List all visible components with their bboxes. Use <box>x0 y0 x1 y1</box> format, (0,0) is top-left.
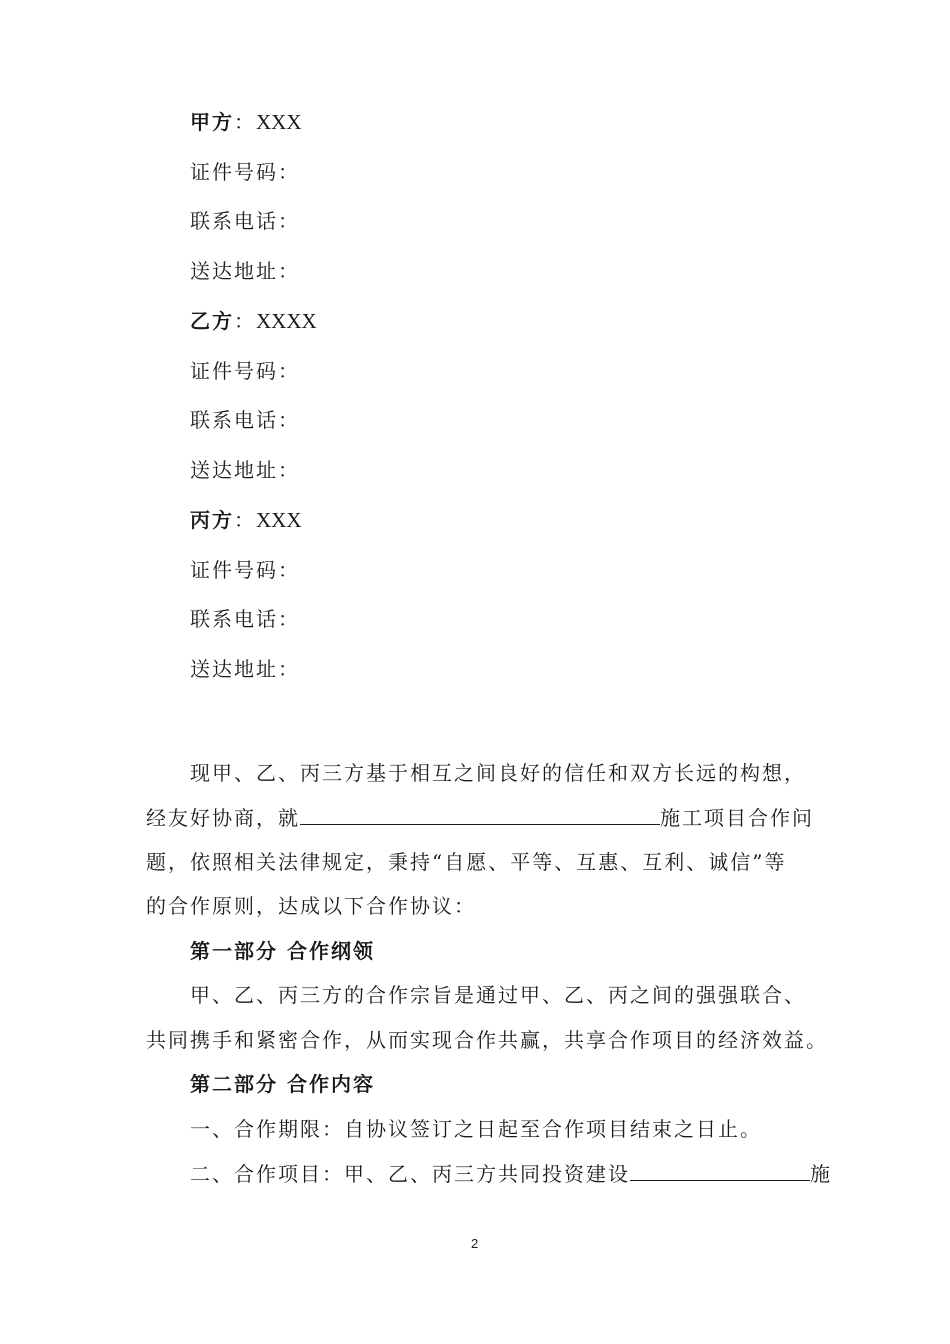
preamble-line-2-before: 经友好协商，就 <box>146 806 300 830</box>
part-1-line-2: 共同携手和紧密合作，从而实现合作共赢，共享合作项目的经济效益。 <box>146 1028 828 1052</box>
preamble-line-2-after: 施工项目合作问 <box>660 806 814 830</box>
party-b-phone-field: 联系电话： <box>190 408 300 432</box>
part-1-line-1: 甲、乙、丙三方的合作宗旨是通过甲、乙、丙之间的强强联合、 <box>190 983 806 1007</box>
party-b-address-field: 送达地址： <box>190 458 300 482</box>
preamble-line-1: 现甲、乙、丙三方基于相互之间良好的信任和双方长远的构想， <box>190 761 806 785</box>
party-b-id-field: 证件号码： <box>190 359 300 383</box>
part-2-item-2-before: 二、合作项目：甲、乙、丙三方共同投资建设 <box>190 1162 630 1186</box>
party-c-line <box>190 505 302 535</box>
party-a-label: 甲方 <box>190 110 234 134</box>
party-b-name: XXXX <box>256 309 317 333</box>
page-number: 2 <box>471 1236 479 1251</box>
part-2-item-1: 一、合作期限：自协议签订之日起至合作项目结束之日止。 <box>190 1117 762 1141</box>
party-b-sep: ： <box>234 309 256 333</box>
party-a-id-field: 证件号码： <box>190 160 300 184</box>
part-1-heading: 第一部分 合作纲领 <box>190 939 375 963</box>
party-c-label: 丙方 <box>190 508 234 532</box>
part-2-item-2-after: 施 <box>810 1162 832 1186</box>
part-2-heading: 第二部分 合作内容 <box>190 1072 375 1096</box>
party-c-name: XXX <box>256 508 302 532</box>
party-a-address-field: 送达地址： <box>190 259 300 283</box>
project-name-blank[interactable] <box>300 802 660 825</box>
part-2-item-2 <box>190 1158 832 1189</box>
party-c-phone-field: 联系电话： <box>190 607 300 631</box>
construction-project-blank[interactable] <box>630 1158 810 1181</box>
preamble-line-3: 题，依照相关法律规定，秉持“自愿、平等、互惠、互利、诚信”等 <box>146 850 787 874</box>
preamble-line-4: 的合作原则，达成以下合作协议： <box>146 894 476 918</box>
party-b-line <box>190 306 317 336</box>
party-a-sep: ： <box>234 110 256 134</box>
party-a-phone-field: 联系电话： <box>190 209 300 233</box>
party-b-label: 乙方 <box>190 309 234 333</box>
party-c-id-field: 证件号码： <box>190 558 300 582</box>
party-a-name: XXX <box>256 110 302 134</box>
preamble-line-2 <box>146 802 814 833</box>
party-c-sep: ： <box>234 508 256 532</box>
party-a-line <box>190 107 302 137</box>
party-c-address-field: 送达地址： <box>190 657 300 681</box>
